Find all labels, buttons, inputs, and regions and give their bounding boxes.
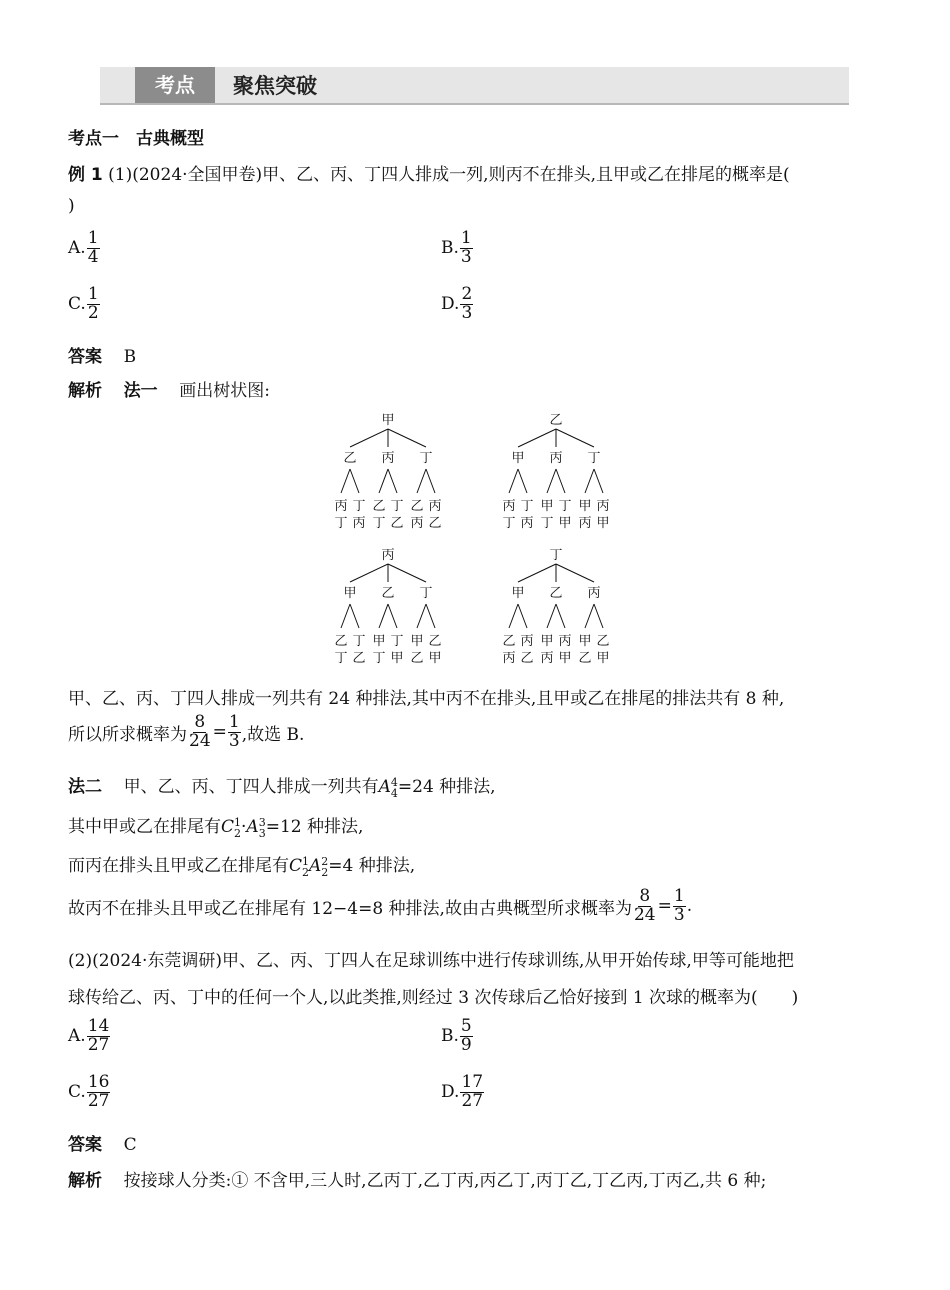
tree-root: 乙 — [549, 413, 563, 428]
ex1-answer — [68, 342, 136, 367]
q2-line2: 球传给乙、丙、丁中的任何一个人,以此类推,则经过 3 次传球后乙恰好接到 1 次球的概率为( ) — [68, 988, 799, 1008]
ex1-option-d — [441, 286, 474, 323]
tree-leaf: 丁 — [334, 516, 348, 531]
tree-edge — [556, 604, 565, 628]
tree-edge — [585, 604, 594, 628]
tree-edge — [547, 469, 556, 493]
tree-edge — [509, 604, 518, 628]
tree-leaf: 丁 — [352, 499, 366, 514]
tree-child: 甲 — [343, 586, 357, 601]
tree-edge — [585, 469, 594, 493]
option-fraction: $\frac{16}{27}$ — [87, 1072, 110, 1111]
comb-symbol: C — [289, 856, 303, 876]
equals-sign: = — [657, 896, 672, 917]
m2-text-end: =12 种排法, — [265, 817, 364, 837]
tree-leaf: 丁 — [520, 499, 534, 514]
tree-edge — [417, 469, 426, 493]
tree-child: 丙 — [381, 451, 395, 466]
ex1-question-line2: ) — [68, 196, 75, 216]
tree-edge — [518, 429, 556, 447]
tree-leaf: 丙 — [428, 499, 442, 514]
tree-leaf: 丁 — [558, 499, 572, 514]
tree-leaf: 丁 — [352, 634, 366, 649]
q2-line1: (2)(2024·东莞调研)甲、乙、丙、丁四人在足球训练中进行传球训练,从甲开始传球,甲等可能地把 — [68, 951, 794, 971]
m2-text-end: =4 种排法, — [328, 856, 416, 876]
option-letter: C. — [68, 294, 86, 315]
tree-leaf: 丙 — [334, 499, 348, 514]
tree-edge — [426, 604, 435, 628]
ex1-question-text: (1)(2024·全国甲卷)甲、乙、丙、丁四人排成一列,则丙不在排头,且甲或乙在排尾的概率是( — [108, 165, 790, 185]
m2-line4 — [68, 888, 692, 925]
option-fraction: $\frac{1}{2}$ — [87, 284, 99, 323]
tree-leaf: 甲 — [558, 651, 572, 666]
ex1-method1-header — [68, 376, 270, 401]
answer-label: 答案 — [68, 1135, 102, 1155]
analysis-text: 按接球人分类:① 不含甲,三人时,乙丙丁,乙丁丙,丙乙丁,丙丁乙,丁乙丙,丁丙乙,共 6 种; — [123, 1171, 767, 1191]
tree-leaf: 丁 — [390, 499, 404, 514]
tree-edge — [388, 564, 426, 582]
tree-leaf: 丙 — [520, 634, 534, 649]
tree-leaf: 甲 — [558, 516, 572, 531]
q2-option-c — [68, 1074, 111, 1111]
tree-leaf: 乙 — [428, 516, 442, 531]
tree-child: 丁 — [419, 586, 433, 601]
option-letter: D. — [441, 1082, 460, 1103]
tree-leaf: 甲 — [540, 499, 554, 514]
tree-edge — [556, 564, 594, 582]
analysis-label: 解析 — [68, 381, 102, 401]
perm-symbol: A — [246, 817, 259, 837]
m1-text-end: ,故选 B. — [241, 724, 305, 745]
tree-leaf: 丙 — [596, 499, 610, 514]
tree-leaf: 甲 — [410, 634, 424, 649]
option-letter: B. — [441, 1026, 459, 1047]
m1-fraction-2: $\frac{1}{3}$ — [228, 712, 240, 751]
tree-leaf: 丙 — [578, 516, 592, 531]
m2-fraction-1: $\frac{8}{24}$ — [633, 886, 656, 925]
tree-edge — [509, 469, 518, 493]
tree-leaf: 丁 — [372, 651, 386, 666]
tree-leaf: 丙 — [558, 634, 572, 649]
option-fraction: $\frac{1}{3}$ — [460, 228, 472, 267]
option-fraction: $\frac{17}{27}$ — [461, 1072, 484, 1111]
tree-leaf: 丙 — [502, 651, 516, 666]
ex1-question-line1 — [68, 160, 790, 185]
tree-leaf: 丁 — [390, 634, 404, 649]
m1-text: 所以所求概率为 — [68, 724, 187, 745]
tree-leaf: 甲 — [578, 634, 592, 649]
m2-line2: 其中甲或乙在排尾有C 1 2 ·A 3 3 =12 种排法, — [68, 815, 364, 840]
tree-leaf: 甲 — [428, 651, 442, 666]
answer-value: B — [123, 347, 137, 367]
ex1-label: 例 1 — [68, 165, 103, 185]
tree-edge — [518, 604, 527, 628]
m2-text: 而丙在排头且甲或乙在排尾有 — [68, 856, 289, 876]
tree-edge — [341, 469, 350, 493]
m2-line1: 法二 甲、乙、丙、丁四人排成一列共有A 4 4 =24 种排法, — [68, 775, 496, 800]
ex1-option-b — [441, 230, 474, 267]
m2-text: 故丙不在排头且甲或乙在排尾有 12−4=8 种排法,故由古典概型所求概率为 — [68, 898, 632, 919]
m1-line1: 甲、乙、丙、丁四人排成一列共有 24 种排法,其中丙不在排头,且甲或乙在排尾的排法共有 8 种, — [68, 689, 785, 709]
m2-text-end: =24 种排法, — [397, 777, 496, 797]
method1-text: 画出树状图: — [179, 381, 270, 401]
method2-label: 法二 — [68, 777, 102, 797]
tree-root: 甲 — [381, 413, 395, 428]
tree-edge — [350, 469, 359, 493]
option-fraction: $\frac{2}{3}$ — [461, 284, 473, 323]
tree-edge — [350, 429, 388, 447]
tree-leaf: 乙 — [372, 499, 386, 514]
tree-leaf: 甲 — [578, 499, 592, 514]
tree-child: 丁 — [419, 451, 433, 466]
option-letter: D. — [441, 294, 460, 315]
tree-leaf: 丙 — [352, 516, 366, 531]
q2-option-d — [441, 1074, 485, 1111]
tree-child: 乙 — [381, 586, 395, 601]
tree-leaf: 乙 — [410, 499, 424, 514]
tree-diagram — [320, 405, 630, 670]
tree-leaf: 乙 — [596, 634, 610, 649]
tree-child: 乙 — [343, 451, 357, 466]
option-fraction: $\frac{1}{4}$ — [87, 228, 99, 267]
equals-sign: = — [212, 722, 227, 743]
m1-line2 — [68, 714, 304, 751]
perm-symbol: A — [309, 856, 322, 876]
tree-leaf: 乙 — [578, 651, 592, 666]
tree-leaf: 甲 — [596, 651, 610, 666]
m2-text-end: . — [686, 896, 693, 917]
q2-analysis — [68, 1166, 766, 1191]
tree-leaf: 丙 — [410, 516, 424, 531]
option-letter: A. — [68, 1026, 86, 1047]
tree-leaf: 丁 — [502, 516, 516, 531]
tree-child: 甲 — [511, 451, 525, 466]
m1-fraction-1: $\frac{8}{24}$ — [189, 712, 211, 751]
tree-edge — [594, 604, 603, 628]
tree-leaf: 丙 — [502, 499, 516, 514]
tree-edge — [594, 469, 603, 493]
tree-leaf: 甲 — [596, 516, 610, 531]
ex1-option-c — [68, 286, 101, 323]
q2-answer — [68, 1130, 137, 1155]
tree-leaf: 丁 — [372, 516, 386, 531]
tree-child: 甲 — [511, 586, 525, 601]
tree-edge — [388, 604, 397, 628]
option-letter: B. — [441, 238, 459, 259]
tree-leaf: 乙 — [410, 651, 424, 666]
section-banner — [100, 67, 849, 105]
m2-text: 甲、乙、丙、丁四人排成一列共有 — [123, 777, 379, 797]
tree-leaf: 甲 — [372, 634, 386, 649]
tree-edge — [350, 564, 388, 582]
tree-edge — [518, 564, 556, 582]
tree-edge — [556, 469, 565, 493]
tree-leaf: 甲 — [390, 651, 404, 666]
option-fraction: $\frac{5}{9}$ — [460, 1016, 472, 1055]
tree-leaf: 乙 — [390, 516, 404, 531]
q2-option-a — [68, 1018, 111, 1055]
tree-leaf: 乙 — [352, 651, 366, 666]
perm-symbol: A — [378, 777, 391, 797]
tree-leaf: 甲 — [540, 634, 554, 649]
tree-leaf: 乙 — [502, 634, 516, 649]
analysis-label: 解析 — [68, 1171, 102, 1191]
tree-edge — [388, 469, 397, 493]
tree-child: 丙 — [587, 586, 601, 601]
tree-leaf: 乙 — [334, 634, 348, 649]
method1-label: 法一 — [123, 381, 158, 401]
tree-leaf: 丁 — [540, 516, 554, 531]
tree-root: 丙 — [381, 548, 395, 563]
banner-title: 聚焦突破 — [233, 74, 317, 98]
option-letter: C. — [68, 1082, 86, 1103]
tree-edge — [388, 429, 426, 447]
tree-leaf: 丙 — [540, 651, 554, 666]
tree-edge — [547, 604, 556, 628]
tree-leaf: 丙 — [520, 516, 534, 531]
m2-line3: 而丙在排头且甲或乙在排尾有C 1 2 A 2 2 =4 种排法, — [68, 854, 416, 879]
option-letter: A. — [68, 238, 86, 259]
ex1-option-a — [68, 230, 101, 267]
tree-child: 乙 — [549, 586, 563, 601]
banner-tag: 考点 — [135, 67, 215, 103]
section-title: 考点一 古典概型 — [68, 129, 204, 149]
comb-symbol: C — [221, 817, 235, 837]
tree-leaf: 丁 — [334, 651, 348, 666]
tree-child: 丁 — [587, 451, 601, 466]
tree-leaf: 乙 — [520, 651, 534, 666]
tree-child: 丙 — [549, 451, 563, 466]
option-fraction: $\frac{14}{27}$ — [87, 1016, 110, 1055]
tree-edge — [426, 469, 435, 493]
tree-edge — [518, 469, 527, 493]
m2-fraction-2: $\frac{1}{3}$ — [673, 886, 685, 925]
answer-value: C — [123, 1135, 137, 1155]
tree-edge — [379, 469, 388, 493]
tree-edge — [379, 604, 388, 628]
q2-option-b — [441, 1018, 474, 1055]
tree-edge — [341, 604, 350, 628]
tree-root: 丁 — [549, 548, 563, 563]
tree-edge — [417, 604, 426, 628]
tree-edge — [350, 604, 359, 628]
tree-edge — [556, 429, 594, 447]
answer-label: 答案 — [68, 347, 102, 367]
tree-leaf: 乙 — [428, 634, 442, 649]
m2-text: 其中甲或乙在排尾有 — [68, 817, 221, 837]
